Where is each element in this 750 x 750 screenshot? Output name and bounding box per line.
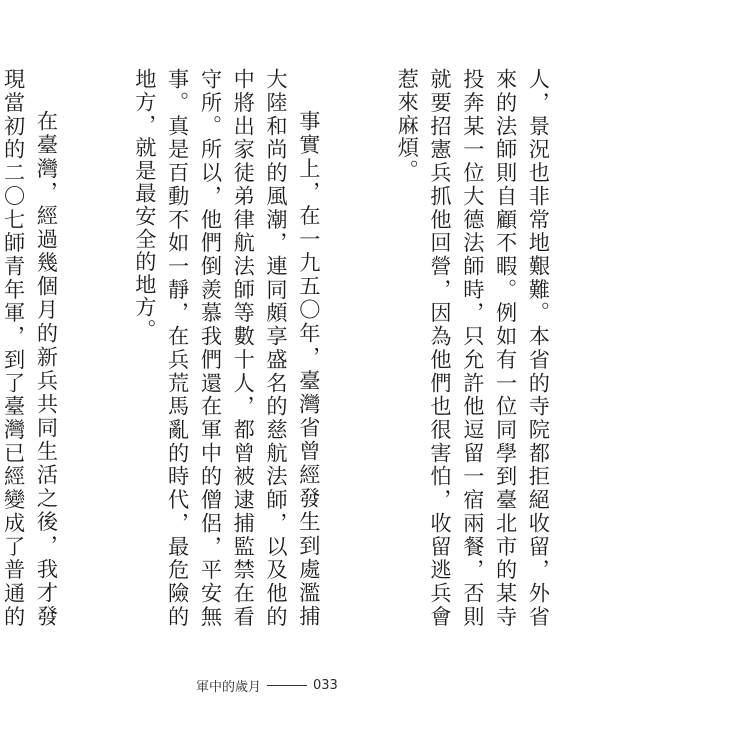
paragraph-2: 事實上，在一九五〇年，臺灣省曾經發生到處濫捕大陸和尚的風潮，連同頗享盛名的慈航法師，以及他的中將出家徒弟律航法師等數十人，都曾被逮捕監禁在看守所。所以，他們倒羨慕我們還在軍中的僧侶，平安無事。真是百動不如一靜，在兵荒馬亂的時代，最危險的地方，就是最安全的地方。 bbox=[132, 68, 322, 628]
paragraph-1: 人，景況也非常地艱難。本省的寺院都拒絕收留，外省來的法師則自顧不暇。例如有一位同學到臺北市的某寺投奔某一位大德法師時，只允許他逗留一宿兩餐，否則就要招憲兵抓他回營，因為他們也很害怕，收留逃兵會惹來麻煩。 bbox=[395, 68, 552, 628]
footer-rule bbox=[267, 685, 307, 686]
paragraph-3: 在臺灣，經過幾個月的新兵共同生活之後，我才發現當初的二〇七師青年軍，到了臺灣已經變成了普通的 bbox=[1, 68, 60, 628]
page-footer bbox=[196, 676, 338, 695]
running-title: 軍中的歲月 bbox=[196, 680, 262, 695]
body-text bbox=[0, 68, 620, 628]
page-number: 033 bbox=[313, 678, 338, 693]
